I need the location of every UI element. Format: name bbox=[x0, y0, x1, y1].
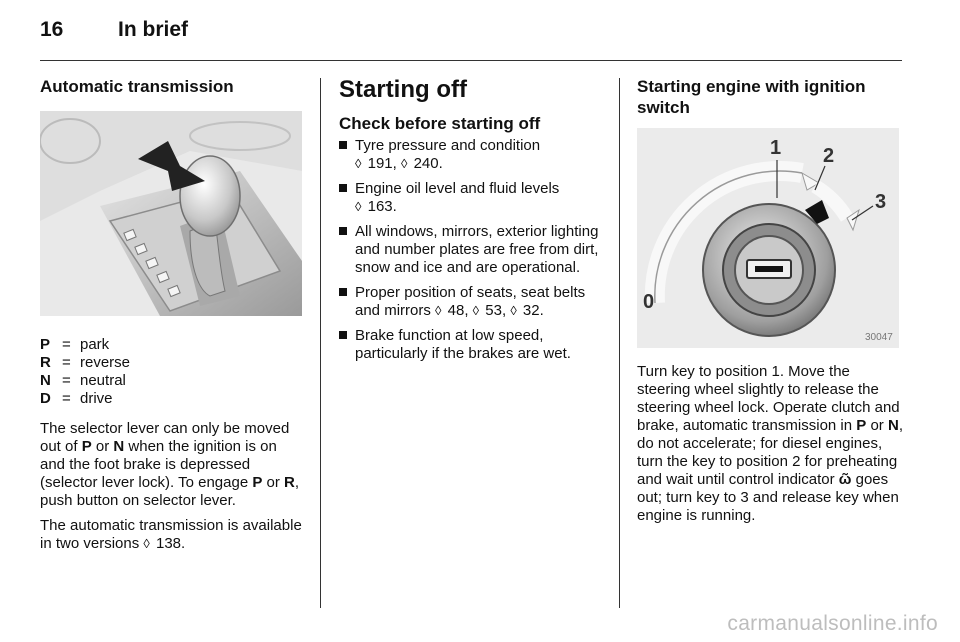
section-heading: Starting engine with ignition switch bbox=[637, 77, 866, 117]
legend-equals: = bbox=[62, 372, 71, 389]
square-bullet-icon bbox=[339, 227, 347, 235]
watermark: carmanualsonline.info bbox=[727, 612, 938, 635]
bold-run: N bbox=[113, 438, 125, 455]
square-bullet-icon bbox=[339, 184, 347, 192]
legend-row-reverse bbox=[40, 354, 305, 372]
text-run: when the ignition is on and the foot brake is depressed (selector lever lock). To engage bbox=[40, 438, 277, 491]
text-run: The selector lever can only be moved out of bbox=[40, 420, 290, 455]
legend-value: neutral bbox=[80, 372, 126, 389]
position-label-0: 0 bbox=[643, 291, 655, 313]
text-run: or bbox=[262, 474, 285, 491]
column-ignition-switch bbox=[637, 76, 907, 532]
legend-key: D bbox=[40, 390, 51, 407]
section-heading: Starting off bbox=[339, 76, 467, 103]
text-run: Turn key to position 1. Move the steering wheel slightly to release the steering wheel lock. Operate clutch and brake, automatic transmission in bbox=[637, 363, 900, 434]
text-run: or bbox=[91, 438, 114, 455]
position-label-1: 1 bbox=[770, 137, 782, 159]
page-number: 16 bbox=[40, 18, 64, 41]
list-item bbox=[339, 180, 604, 216]
bold-run: P bbox=[856, 417, 867, 434]
checklist bbox=[339, 137, 604, 363]
square-bullet-icon bbox=[339, 141, 347, 149]
legend-key: R bbox=[40, 354, 51, 371]
legend-row-drive bbox=[40, 390, 305, 408]
ignition-switch-illustration bbox=[637, 128, 899, 348]
list-item bbox=[339, 327, 604, 363]
bold-run: P bbox=[252, 474, 263, 491]
page-ref-icon: ◊ bbox=[400, 156, 408, 171]
page-ref[interactable]: 48, bbox=[447, 302, 469, 319]
legend-key: P bbox=[40, 336, 51, 353]
column-divider bbox=[320, 78, 321, 608]
page-ref-icon: ◊ bbox=[355, 199, 362, 214]
bold-run: R bbox=[284, 474, 295, 491]
page-ref[interactable]: 138. bbox=[155, 535, 186, 552]
square-bullet-icon bbox=[339, 331, 347, 339]
item-text: Proper position of seats, seat belts and mirrors bbox=[355, 284, 586, 319]
list-item bbox=[339, 284, 604, 320]
header-rule bbox=[40, 60, 902, 61]
selector-lever-illustration bbox=[40, 111, 302, 316]
position-label-2: 2 bbox=[823, 145, 835, 167]
sub-heading: Check before starting off bbox=[339, 114, 541, 133]
legend-row-neutral bbox=[40, 372, 305, 390]
legend-value: drive bbox=[80, 390, 113, 407]
position-legend bbox=[40, 336, 305, 408]
text-run: goes out; turn key to 3 and release key when engine is running. bbox=[637, 471, 899, 524]
bold-run: P bbox=[81, 438, 92, 455]
list-item bbox=[339, 223, 604, 277]
page-ref-icon: ◊ bbox=[435, 303, 442, 318]
position-label-3: 3 bbox=[875, 191, 887, 213]
text-run: , do not accelerate; for diesel engines, turn the key to position 2 for preheating and wait until control indicator bbox=[637, 417, 903, 488]
page-ref[interactable]: 240. bbox=[413, 155, 443, 172]
item-text: Tyre pressure and condition bbox=[355, 137, 541, 154]
page-ref[interactable]: 53, bbox=[485, 302, 507, 319]
ignition-paragraph bbox=[637, 363, 907, 525]
page-title: In brief bbox=[118, 18, 189, 41]
page-ref-icon: ◊ bbox=[510, 303, 517, 318]
column-divider bbox=[619, 78, 620, 608]
section-heading: Automatic transmission bbox=[40, 77, 234, 96]
item-text: All windows, mirrors, exterior lighting and number plates are free from dirt, snow and ice and are operational. bbox=[355, 223, 599, 276]
legend-equals: = bbox=[62, 354, 71, 371]
square-bullet-icon bbox=[339, 288, 347, 296]
page-ref-icon: ◊ bbox=[472, 303, 480, 318]
legend-row-park bbox=[40, 336, 305, 354]
figure-code: 30047 bbox=[865, 332, 893, 343]
column-starting-off bbox=[339, 76, 604, 370]
legend-value: park bbox=[80, 336, 110, 353]
item-text: Engine oil level and fluid levels bbox=[355, 180, 560, 197]
legend-equals: = bbox=[62, 336, 71, 353]
legend-equals: = bbox=[62, 390, 71, 407]
legend-key: N bbox=[40, 372, 51, 389]
selector-lever-paragraph bbox=[40, 420, 305, 510]
page-ref[interactable]: 32. bbox=[522, 302, 544, 319]
page-ref-icon: ◊ bbox=[143, 536, 150, 551]
text-run: , push button on selector lever. bbox=[40, 474, 300, 509]
glow-plug-icon: ῶ bbox=[838, 471, 852, 488]
column-automatic-transmission bbox=[40, 76, 305, 560]
page-ref-icon: ◊ bbox=[355, 156, 362, 171]
bold-run: N bbox=[887, 417, 899, 434]
page-ref[interactable]: 191, bbox=[367, 155, 397, 172]
page-ref[interactable]: 163. bbox=[367, 198, 397, 215]
item-text: Brake function at low speed, particularly if the brakes are wet. bbox=[355, 327, 571, 362]
text-run: or bbox=[866, 417, 888, 434]
legend-value: reverse bbox=[80, 354, 131, 371]
text-run: The automatic transmission is available in two versions bbox=[40, 517, 302, 552]
versions-paragraph bbox=[40, 517, 305, 553]
list-item bbox=[339, 137, 604, 173]
